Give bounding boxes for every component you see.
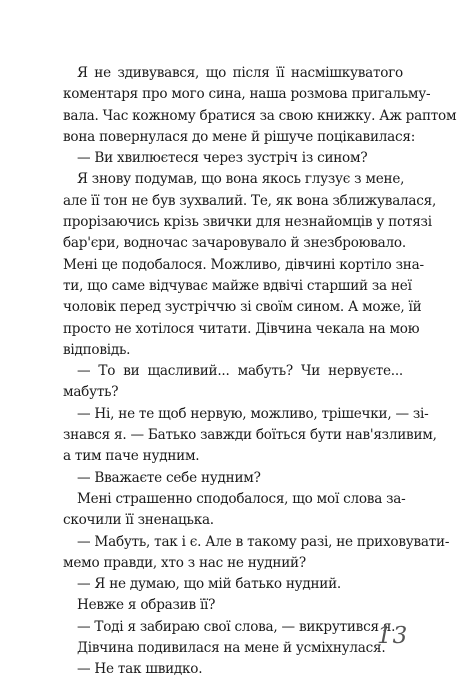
text-line: знався я. — Батько завжди боїться бути нав'язливим,: [63, 427, 437, 444]
body-text: [63, 63, 457, 681]
text-line: Невже я образив її?: [77, 597, 216, 614]
text-line: прорізаючись крізь звички для незнайомців у потязі: [63, 214, 432, 231]
text-line: мемо правди, хто з нас не нудний?: [63, 554, 306, 571]
text-line: — Тоді я забираю свої слова, — викрутився я.: [77, 618, 396, 635]
text-line: Мені це подобалося. Можливо, дівчині кортіло зна-: [63, 256, 424, 273]
text-line: — Вважаєте себе нудним?: [77, 469, 261, 486]
text-line: чоловік перед зустріччю зі своїм сином. А може, їй: [63, 299, 422, 316]
text-line: — Ні, не те щоб нервую, можливо, трішечки, — зі-: [77, 405, 429, 422]
text-line: ти, що саме відчуває майже вдвічі старший за неї: [63, 277, 412, 294]
text-line: вона повернулася до мене й рішуче поцікавилася:: [63, 128, 416, 145]
text-line: а тим паче нудним.: [63, 448, 200, 465]
text-line: Дівчина подивилася на мене й усміхнулася.: [77, 640, 386, 657]
text-line: Я знову подумав, що вона якось глузує з мене,: [77, 171, 405, 188]
text-line: — Не так швидко.: [77, 661, 203, 678]
text-line: відповідь.: [63, 341, 131, 358]
page-number: 13: [377, 623, 409, 649]
text-line: бар'єри, водночас зачаровувало й знезброювало.: [63, 235, 406, 252]
text-line: скочили її зненацька.: [63, 512, 214, 529]
text-line: коментаря про мого сина, наша розмова пригальму-: [63, 86, 431, 103]
text-line: Мені страшенно сподобалося, що мої слова за-: [77, 490, 406, 507]
text-line: — Ви хвилюєтеся через зустріч із сином?: [77, 150, 368, 167]
text-line: — То ви щасливий... мабуть? Чи нервуєте...: [77, 363, 403, 380]
text-line: але її тон не був зухвалий. Те, як вона зближувалася,: [63, 192, 437, 209]
text-line: — Мабуть, так і є. Але в такому разі, не приховувати-: [77, 533, 450, 550]
text-line: просто не хотілося читати. Дівчина чекала на мою: [63, 320, 420, 337]
text-line: вала. Час кожному братися за свою книжку. Аж раптом: [63, 107, 457, 124]
text-line: мабуть?: [63, 384, 119, 401]
text-line: — Я не думаю, що мій батько нудний.: [77, 576, 342, 593]
text-line: Я не здивувався, що після її насмішкуватого: [77, 65, 403, 81]
